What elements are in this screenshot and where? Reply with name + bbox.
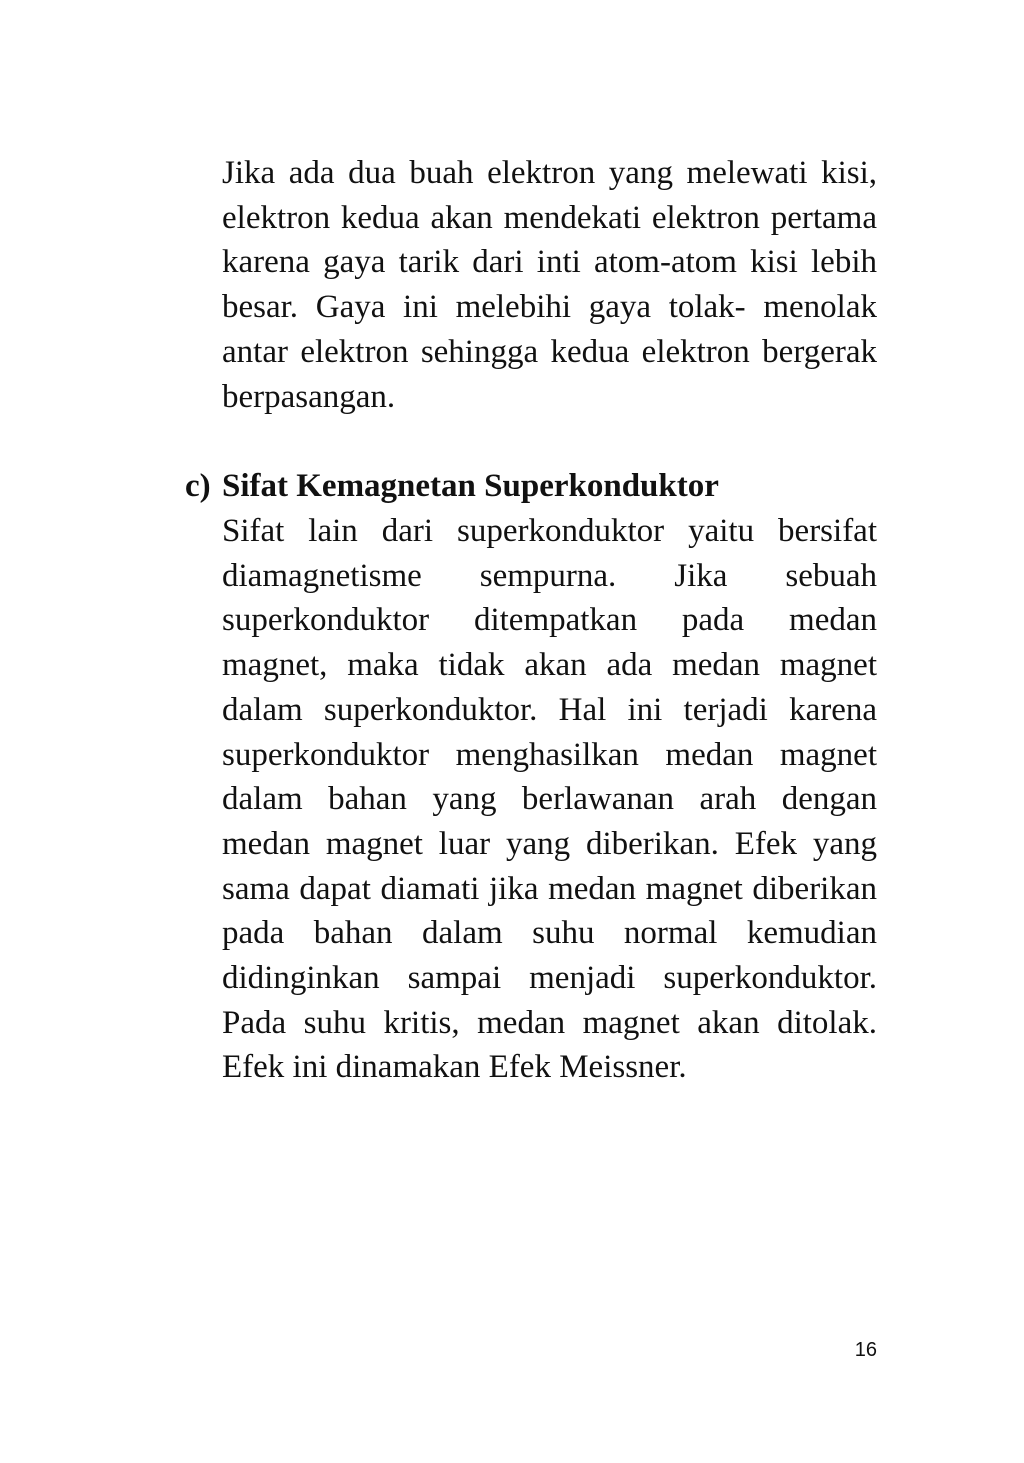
section-title: Sifat Kemagnetan Superkonduktor <box>222 468 719 504</box>
page-number: 16 <box>854 1339 877 1361</box>
paragraph-magnetic-properties: Sifat lain dari superkonduktor yaitu bersifat diamagnetisme sempurna. Jika sebuah superkonduktor ditempatkan pada medan magnet, maka tidak akan ada medan magnet dalam superkonduktor. Hal ini terjadi karena superkonduktor menghasilkan medan magnet dalam bahan yang berlawanan arah dengan medan magnet luar yang diberikan. Efek yang sama dapat diamati jika medan magnet diberikan pada bahan dalam suhu normal kemudian didinginkan sampai menjadi superkonduktor. Pada suhu kritis, medan magnet akan ditolak. Efek ini dinamakan Efek Meissner. <box>222 513 877 1086</box>
section-marker: c) <box>185 468 211 504</box>
paragraph-electron-pairing: Jika ada dua buah elektron yang melewati kisi, elektron kedua akan mendekati elektron pertama karena gaya tarik dari inti atom-atom kisi lebih besar. Gaya ini melebihi gaya tolak- menolak antar elektron sehingga kedua elektron bergerak berpasangan. <box>222 155 877 415</box>
section-heading-c <box>185 464 885 509</box>
